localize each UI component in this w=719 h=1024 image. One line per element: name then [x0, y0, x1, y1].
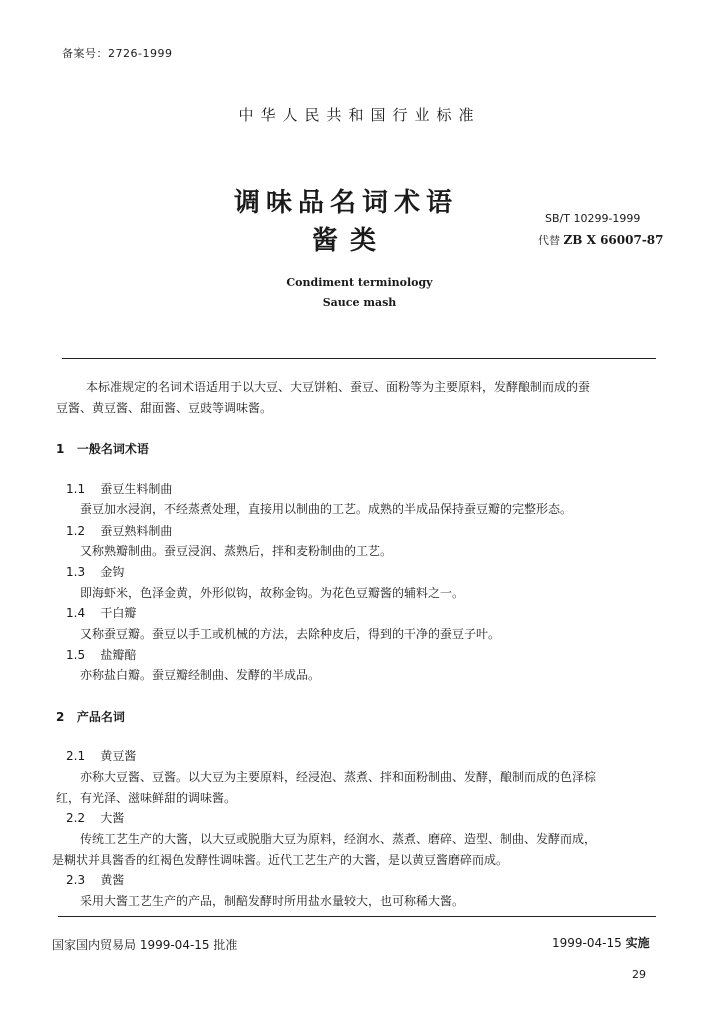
implementation-line	[552, 934, 650, 951]
term-number: 2.2	[66, 811, 86, 825]
term-definition: 又称蚕豆瓣。蚕豆以手工或机械的方法，去除种皮后，得到的干净的蚕豆子叶。	[80, 627, 501, 641]
approval-line: 国家国内贸易局 1999-04-15 批准	[52, 938, 238, 952]
replaces-code: ZB X 66007-87	[563, 233, 664, 247]
term-definition: 亦称盐白瓣。蚕豆瓣经制曲、发酵的半成品。	[80, 668, 321, 682]
term-definition: 传统工艺生产的大酱，以大豆或脱脂大豆为原料，经润水、蒸煮、磨碎、造型、制曲、发酵而成，	[80, 832, 597, 846]
term-number: 1.1	[66, 482, 86, 496]
term-number: 1.2	[66, 524, 86, 538]
term-definition-continued: 是糊状并具酱香的红褐色发酵性调味酱。近代工艺生产的大酱，是以黄豆酱磨碎而成。	[52, 853, 509, 867]
term-name: 金钩	[100, 565, 125, 579]
term-name: 大酱	[100, 811, 125, 825]
bottom-divider	[58, 916, 656, 917]
term-2-1	[66, 747, 136, 764]
english-title: Condiment terminology	[286, 276, 433, 289]
document-subtitle: 酱类	[312, 226, 389, 256]
term-definition: 采用大酱工艺生产的产品，制醅发酵时所用盐水量较大，也可称稀大酱。	[80, 894, 465, 908]
term-definition: 即海虾米，色泽金黄，外形似钩，故称金钩。为花色豆瓣酱的辅料之一。	[80, 586, 465, 600]
top-divider	[62, 358, 656, 359]
term-number: 1.4	[66, 606, 86, 620]
industry-standard-heading: 中华人民共和国行业标准	[238, 106, 481, 124]
section-number: 1	[56, 442, 65, 456]
term-1-3	[66, 563, 124, 580]
term-number: 2.3	[66, 873, 86, 887]
term-1-2	[66, 522, 172, 539]
term-2-2	[66, 809, 124, 826]
term-name: 黄酱	[100, 873, 125, 887]
term-1-5	[66, 646, 136, 663]
term-number: 1.5	[66, 648, 86, 662]
registration-number: 备案号：2726-1999	[62, 47, 173, 60]
term-number: 2.1	[66, 749, 86, 763]
replaces-prefix: 代替	[538, 234, 560, 247]
implementation-date: 1999-04-15	[552, 936, 622, 950]
page-number: 29	[632, 968, 646, 981]
replaces-standard	[538, 232, 664, 248]
section-title: 一般名词术语	[76, 442, 149, 456]
english-subtitle: Sauce mash	[322, 296, 397, 309]
intro-line-2: 豆酱、黄豆酱、甜面酱、豆豉等调味酱。	[56, 401, 273, 415]
section-2-heading	[56, 708, 125, 725]
term-definition: 又称熟瓣制曲。蚕豆浸润、蒸熟后，拌和麦粉制曲的工艺。	[80, 544, 393, 558]
term-name: 蚕豆生料制曲	[100, 482, 173, 496]
term-name: 干白瓣	[100, 606, 137, 620]
term-1-1	[66, 480, 172, 497]
term-name: 黄豆酱	[100, 749, 137, 763]
term-definition-continued: 红，有光泽、滋味鲜甜的调味酱。	[56, 791, 237, 805]
term-definition: 蚕豆加水浸润，不经蒸煮处理，直接用以制曲的工艺。成熟的半成品保持蚕豆瓣的完整形态。	[80, 502, 573, 516]
term-definition: 亦称大豆酱、豆酱。以大豆为主要原料，经浸泡、蒸煮、拌和面粉制曲、发酵，酿制而成的色泽棕	[80, 770, 597, 784]
intro-line-1: 本标准规定的名词术语适用于以大豆、大豆饼粕、蚕豆、面粉等为主要原料，发酵酿制而成的蚕	[86, 380, 591, 394]
term-1-4	[66, 604, 136, 621]
standard-code: SB/T 10299-1999	[545, 212, 641, 225]
document-title: 调味品名词术语	[234, 188, 459, 218]
implementation-label: 实施	[625, 936, 650, 950]
section-title: 产品名词	[76, 710, 125, 724]
term-number: 1.3	[66, 565, 86, 579]
section-number: 2	[56, 710, 65, 724]
section-1-heading	[56, 440, 149, 457]
term-name: 蚕豆熟料制曲	[100, 524, 173, 538]
term-2-3	[66, 871, 124, 888]
term-name: 盐瓣醅	[100, 648, 137, 662]
